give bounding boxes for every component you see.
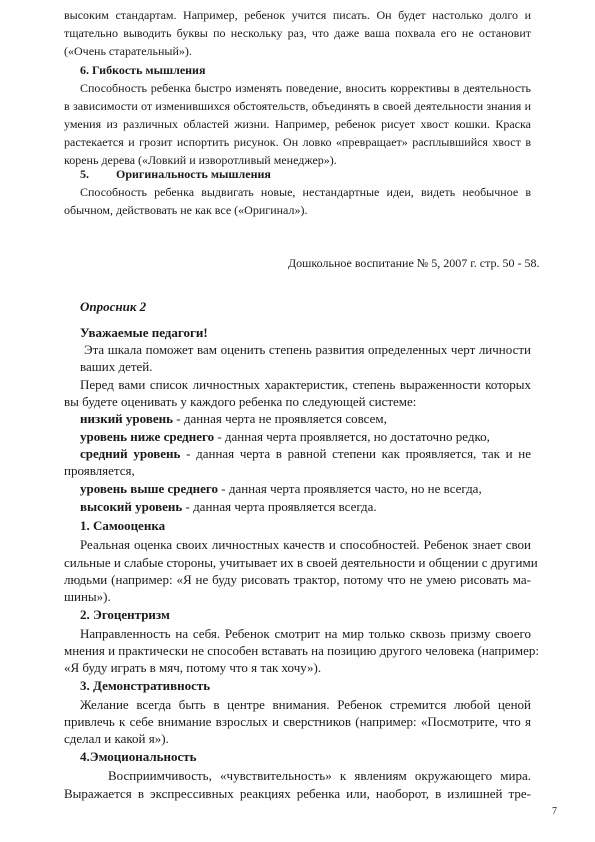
section-number: 4	[80, 749, 87, 764]
greeting: Уважаемые педагоги!	[80, 325, 208, 340]
level-desc: - данная черта в равной степени как проявляется, так и не	[180, 446, 531, 461]
paragraph-line: ваших детей.	[80, 359, 153, 374]
paragraph-line: («Очень старательный»).	[64, 44, 192, 58]
paragraph-line: «Я буду играть в мяч, потому что я так хочу»).	[64, 660, 322, 675]
level-item	[80, 429, 490, 444]
level-term: уровень ниже среднего	[80, 429, 215, 444]
level-item	[80, 499, 377, 514]
paragraph-line: растекается и грозит испортить рисунок. Он ловко «превращает» расплывшийся хвост в	[64, 135, 531, 149]
level-item	[80, 446, 531, 461]
paragraph-line: Эта шкала поможет вам оценить степень развития определенных черт личности	[84, 342, 531, 357]
section-heading: 1. Самооценка	[80, 518, 166, 533]
paragraph-line: в зависимости от изменившихся обстоятельств, объединять в своей деятельности знания и	[64, 99, 531, 113]
paragraph-line: Способность ребенка быстро изменять поведение, вносить коррективы в деятельность	[80, 81, 531, 95]
section-heading: 3. Демонстративность	[80, 678, 211, 693]
level-term: средний уровень	[80, 446, 181, 461]
paragraph-line: Направленность на себя. Ребенок смотрит на мир только сквозь призму своего	[80, 626, 531, 641]
section-title: .Эмоциональность	[86, 749, 197, 764]
level-term: уровень выше среднего	[80, 481, 218, 496]
paragraph-line: высоким стандартам. Например, ребенок учится писать. Он будет настолько долго и	[64, 8, 531, 22]
paragraph-line: Выражается в экспрессивных реакциях ребенка или, наоборот, в излишней тре-	[64, 786, 531, 801]
citation: Дошкольное воспитание № 5, 2007 г. стр. 50 - 58.	[288, 256, 540, 270]
paragraph-line: мнения и практически не способен вставать на позицию другого человека (например:	[64, 643, 539, 658]
paragraph-line: сделал и какой я»).	[64, 731, 169, 746]
paragraph-line: тщательно выводить буквы по нескольку раз, что даже ваша похвала его не остановит	[64, 26, 531, 40]
paragraph-line: сильные и слабые стороны, учитывает их в своей деятельности и общении с другими	[64, 555, 538, 570]
level-item	[80, 411, 387, 426]
paragraph-line: Перед вами список личностных характеристик, степень выраженности которых	[80, 377, 531, 392]
paragraph-line: людьми (например: «Я не буду рисовать трактор, потому что не умею рисовать ма-	[64, 572, 531, 587]
paragraph-line: корень дерева («Ловкий и изворотливый менеджер»).	[64, 153, 337, 167]
questionnaire-title: Опросник 2	[80, 299, 147, 314]
paragraph-line: Желание всегда быть в центре внимания. Ребенок стремится любой ценой	[80, 697, 531, 712]
section-heading: 6. Гибкость мышления	[80, 63, 206, 77]
paragraph-line: вы будете оценивать у каждого ребенка по следующей системе:	[64, 394, 417, 409]
level-term: низкий уровень	[80, 411, 173, 426]
paragraph-line: шины»).	[64, 589, 111, 604]
section-number: 5.	[80, 167, 89, 181]
paragraph-line: умения из различных областей жизни. Например, ребенок рисует хвост кошки. Краска	[64, 117, 531, 131]
section-heading: Оригинальность мышления	[116, 167, 271, 181]
level-desc: - данная черта проявляется всегда.	[182, 499, 377, 514]
section-heading	[80, 749, 197, 764]
paragraph-line: Способность ребенка выдвигать новые, нестандартные идеи, видеть необычное в	[80, 185, 531, 199]
paragraph-line: проявляется,	[64, 463, 135, 478]
paragraph-line: Реальная оценка своих личностных качеств и способностей. Ребенок знает свои	[80, 537, 531, 552]
level-item	[80, 481, 482, 496]
paragraph-line: обычном, действовать не как все («Оригинал»).	[64, 203, 308, 217]
page-number: 7	[552, 806, 557, 817]
paragraph-line: Восприимчивость, «чувствительность» к явлениям окружающего мира.	[108, 768, 531, 783]
level-desc: - данная черта проявляется, но достаточно редко,	[214, 429, 490, 444]
level-desc: - данная черта проявляется часто, но не всегда,	[218, 481, 482, 496]
level-term: высокий уровень	[80, 499, 183, 514]
paragraph-line: привлечь к себе внимание взрослых и сверстников (например: «Посмотрите, что я	[64, 714, 531, 729]
section-heading: 2. Эгоцентризм	[80, 607, 170, 622]
level-desc: - данная черта не проявляется совсем,	[173, 411, 387, 426]
